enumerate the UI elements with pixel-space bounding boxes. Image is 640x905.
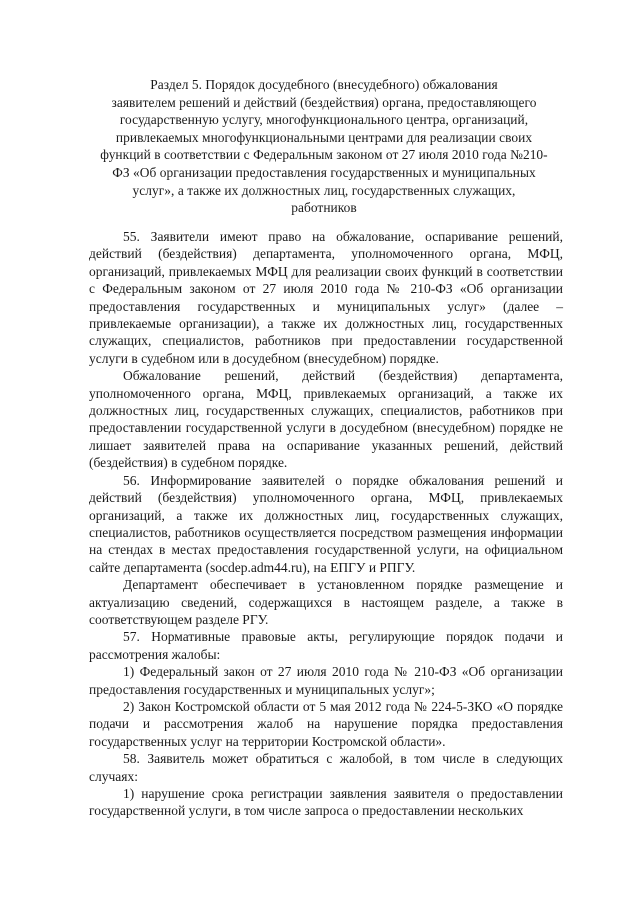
paragraph-57-item-2: 2) Закон Костромской области от 5 мая 2012 года № 224-5-ЗКО «О порядке подачи и рассмотрения жалоб на нарушение порядка предоставления государственных услуг на территории Костромской области».	[89, 698, 563, 749]
paragraph-appeal-rights: Обжалование решений, действий (бездействия) департамента, уполномоченного органа, МФЦ, привлекаемых организаций, а также их должностных лиц, государственных служащих, специалистов, работников при предоставлении государственной услуги в досудебном (внесудебном) порядке не лишает заявителей права на оспаривание указанных решений, действий (бездействия) в судебном порядке.	[89, 368, 563, 471]
heading-line: Раздел 5. Порядок досудебного (внесудебного) обжалования	[150, 77, 498, 92]
heading-line: работников	[291, 200, 357, 216]
paragraph-57: 57. Нормативные правовые акты, регулирующие порядок подачи и рассмотрения жалобы:	[89, 629, 563, 662]
heading-line: заявителем решений и действий (бездействия) органа, предоставляющего	[111, 94, 537, 110]
heading-line: государственную услугу, многофункционального центра, организаций,	[119, 112, 529, 128]
paragraph-56: 56. Информирование заявителей о порядке обжалования решений и действий (бездействия) уполномоченного органа, МФЦ, привлекаемых организаций, а также их должностных лиц, государственных служащих, специалистов, работников осуществляется посредством размещения информации на стендах в местах предоставления государственной услуги, на официальном сайте департамента (socdep.adm44.ru), на ЕПГУ и РПГУ.	[89, 472, 563, 575]
section-heading	[82, 76, 566, 217]
paragraph-58: 58. Заявитель может обратиться с жалобой, в том числе в следующих случаях:	[89, 751, 563, 784]
heading-line: услуг», а также их должностных лиц, государственных служащих,	[132, 182, 516, 198]
paragraph-department-info: Департамент обеспечивает в установленном порядке размещение и актуализацию сведений, содержащихся в настоящем разделе, а также в соответствующем разделе РГУ.	[89, 577, 563, 627]
heading-line: ФЗ «Об организации предоставления государственных и муниципальных	[112, 164, 536, 180]
paragraph-55: 55. Заявители имеют право на обжалование, оспаривание решений, действий (бездействия) департамента, уполномоченного органа, МФЦ, организаций, привлекаемых МФЦ для реализации своих функций в соответствии с Федеральным законом от 27 июля 2010 года № 210-ФЗ «Об организации предоставления государственных и муниципальных услуг» (далее – привлекаемые организации), а также их должностных лиц, государственных служащих, специалистов, работников при предоставлении государственной услуги в судебном или в досудебном (внесудебном) порядке.	[89, 229, 563, 366]
heading-line: функций в соответствии с Федеральным законом от 27 июля 2010 года №210-	[100, 147, 548, 163]
paragraph-57-item-1: 1) Федеральный закон от 27 июля 2010 года № 210-ФЗ «Об организации предоставления государственных и муниципальных услуг»;	[89, 664, 563, 697]
document-body	[89, 228, 563, 820]
paragraph-58-item-1: 1) нарушение срока регистрации заявления заявителя о предоставлении государственной услуги, в том числе запроса о предоставлении нескольких	[89, 786, 563, 819]
heading-line: привлекаемых многофункциональными центрами для реализации своих	[115, 129, 533, 145]
